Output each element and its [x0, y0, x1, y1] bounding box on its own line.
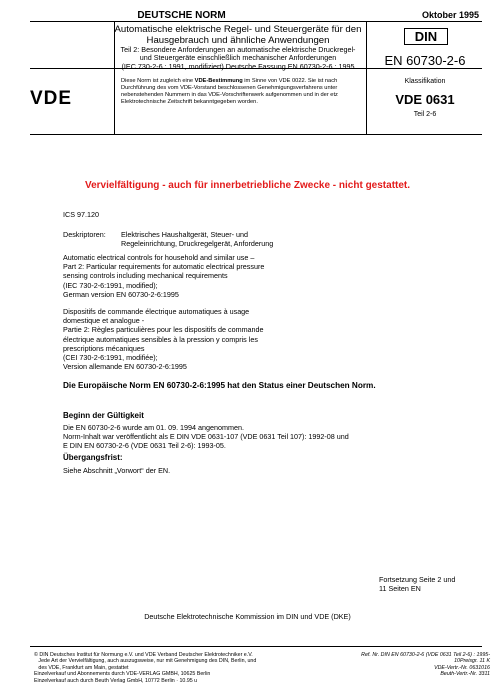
- copyright-line: Einzelverkauf auch durch Beuth Verlag GmbH, 10772 Berlin · 10.95 u: [34, 677, 198, 684]
- english-title-block: [63, 253, 433, 299]
- din-norm-number: EN 60730-2-6: [384, 53, 466, 68]
- validity-line: Norm-Inhalt war veröffentlicht als E DIN VDE 0631-107 (VDE 0631 Teil 107): 1992-08 und: [63, 432, 349, 442]
- classification-part: Teil 2-6: [413, 111, 437, 118]
- french-line: Version allemande EN 60730-2-6:1995: [63, 362, 187, 372]
- french-line: électrique automatiques sensibles à la pression y compris les: [63, 334, 258, 344]
- header-mid-rule-left: [30, 68, 114, 69]
- reference-block: [330, 652, 490, 678]
- english-line: (IEC 730-2-6:1991, modified);: [63, 280, 158, 290]
- french-line: prescriptions mécaniques: [63, 343, 145, 353]
- notice-bold: VDE-Bestimmung: [194, 78, 243, 84]
- document-title: [113, 24, 363, 71]
- continuation-note: [379, 575, 479, 593]
- french-line: domestique et analogue -: [63, 316, 145, 326]
- din-logo: DIN: [404, 28, 448, 45]
- validity-text: [63, 423, 433, 451]
- continuation-line-2: 11 Seiten EN: [379, 584, 421, 594]
- french-line: Dispositifs de commande électrique automatiques à usage: [63, 307, 250, 316]
- vde-logo: VDE: [30, 88, 73, 109]
- english-line: sensing controls including mechanical requirements: [63, 271, 228, 281]
- vde-notice: [121, 78, 371, 106]
- copy-warning: Vervielfältigung - auch für innerbetriebliche Zwecke - nicht gestattet.: [84, 180, 411, 191]
- title-part-line-3: (IEC 730-2-6 : 1991, modifiziert) Deutsche Fassung EN 60730-2-6 : 1995: [121, 61, 355, 71]
- descriptors-line-1: Elektrisches Haushaltgerät, Steuer- und: [121, 230, 249, 239]
- copyright-line: des VDE, Frankfurt am Main, gestattet: [34, 664, 129, 671]
- footer-top-rule: [30, 646, 482, 647]
- validity-line: Die EN 60730-2-6 wurde am 01. 09. 1994 angenommen.: [63, 423, 244, 432]
- descriptors-label: Deskriptoren:: [63, 230, 106, 239]
- transition-heading: Übergangsfrist:: [63, 453, 123, 462]
- descriptors-line-2: Regeleinrichtung, Druckregelgerät, Anforderung: [121, 239, 274, 248]
- french-title-block: [63, 307, 433, 371]
- title-part-line-1: Teil 2: Besondere Anforderungen an automatische elektrische Druckregel-: [120, 45, 356, 54]
- copyright-block: [34, 652, 324, 684]
- validity-line: E DIN EN 60730-2-6 (VDE 0631 Teil 2-6): 1993-05.: [63, 441, 226, 451]
- notice-post: im Sinne von VDE 0022. Sie ist nach Durchführung des vom VDE-Vorstand beschlossenen Genehmigungsverfahrens unter nebenstehenden Nummern in das VDE-Vorschriftenwerk aufgenommen und in der etz Elektrotechnische Zeitschrift bekanntgegeben worden.: [121, 78, 338, 105]
- french-line: Partie 2: Règles particulières pour les dispositifs de commande: [63, 325, 264, 335]
- norm-type-title: DEUTSCHE NORM: [137, 10, 226, 21]
- header-mid-rule-right: [366, 68, 482, 69]
- copyright-line: Einzelverkauf und Abonnements durch VDE-VERLAG GMBH, 10625 Berlin: [34, 671, 211, 678]
- status-statement: Die Europäische Norm EN 60730-2-6:1995 hat den Status einer Deutschen Norm.: [63, 381, 376, 390]
- classification-label: Klassifikation: [404, 78, 446, 85]
- continuation-line-1: Fortsetzung Seite 2 und: [379, 575, 456, 584]
- title-line-2: Hausgebrauch und ähnliche Anwendungen: [146, 35, 330, 46]
- copyright-line: Jede Art der Vervielfältigung, auch auszugsweise, nur mit Genehmigung des DIN, Berlin, und: [34, 658, 257, 665]
- english-line: German version EN 60730-2-6:1995: [63, 289, 179, 299]
- notice-pre: Diese Norm ist zugleich eine: [121, 78, 195, 84]
- english-line: Automatic electrical controls for household and similar use –: [63, 253, 255, 262]
- header-top-rule: [30, 21, 482, 22]
- english-line: Part 2: Particular requirements for automatic electrical pressure: [63, 262, 265, 272]
- reference-line: 10Preisgr. 11 K: [454, 658, 490, 665]
- header-bottom-rule: [30, 134, 482, 135]
- notice-divider: [114, 68, 115, 134]
- reference-line: Ref. Nr. DIN EN 60730-2-6 (VDE 0631 Teil 2-6) : 1995-: [361, 652, 490, 658]
- title-part-line-2: und Steuergeräte einschließlich mechanischer Anforderungen: [139, 53, 337, 63]
- french-line: (CEI 730-2-6:1991, modifiée);: [63, 353, 158, 363]
- title-line-1: Automatische elektrische Regel- und Steuergeräte für den: [114, 24, 362, 35]
- classification-code: VDE 0631: [395, 92, 455, 107]
- reference-line: VDE-Vertr.-Nr. 0631016: [434, 664, 490, 671]
- copyright-line: © DIN Deutsches Institut für Normung e.V. und VDE Verband Deutscher Elektrotechniker e.V.: [34, 652, 253, 658]
- validity-heading: Beginn der Gültigkeit: [63, 411, 144, 420]
- reference-line: Beuth-Vertr.-Nr. 3311: [440, 671, 490, 678]
- commission-name: Deutsche Elektrotechnische Kommission im DIN und VDE (DKE): [144, 612, 351, 621]
- ics-code: ICS 97.120: [63, 210, 99, 219]
- transition-text: Siehe Abschnitt „Vorwort“ der EN.: [63, 466, 171, 475]
- publication-date: Oktober 1995: [421, 10, 479, 20]
